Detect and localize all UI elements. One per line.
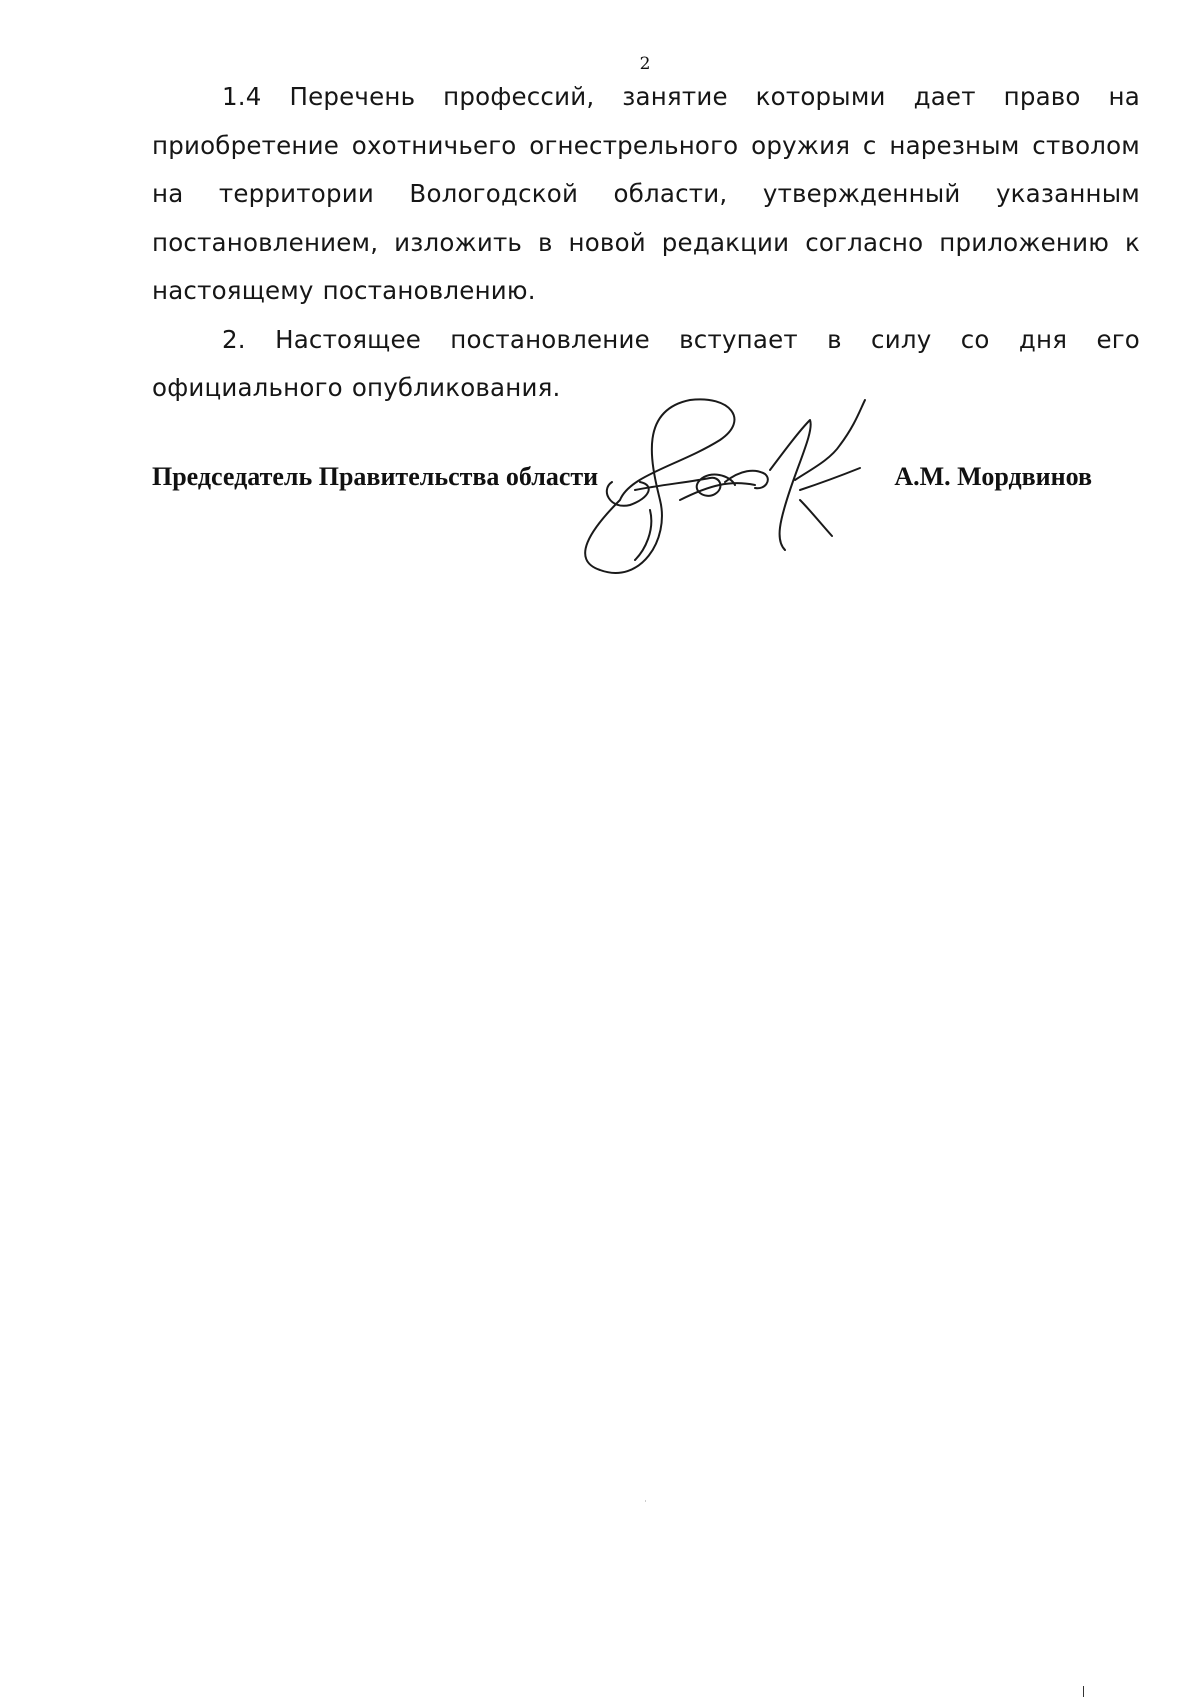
scan-speck (645, 1500, 646, 1502)
handwritten-signature (560, 390, 920, 600)
paragraph-1-4: 1.4 Перечень профессий, занятие которыми дает право на приобретение охотничьего огнестрельного оружия с нарезным стволом на территории Вологодской области, утвержденный указанным постановлением, изложить в новой редакции согласно приложению к настоящему постановлению. (152, 82, 1140, 305)
page-number: 2 (639, 54, 651, 74)
paragraph-2: 2. Настоящее постановление вступает в силу со дня его официального опубликования. (152, 324, 1140, 402)
signatory-name: А.М. Мордвинов (894, 462, 1092, 491)
signatory-title: Председатель Правительства области (152, 462, 599, 491)
document-body (152, 73, 1140, 413)
scan-edge-mark (1083, 1686, 1084, 1697)
